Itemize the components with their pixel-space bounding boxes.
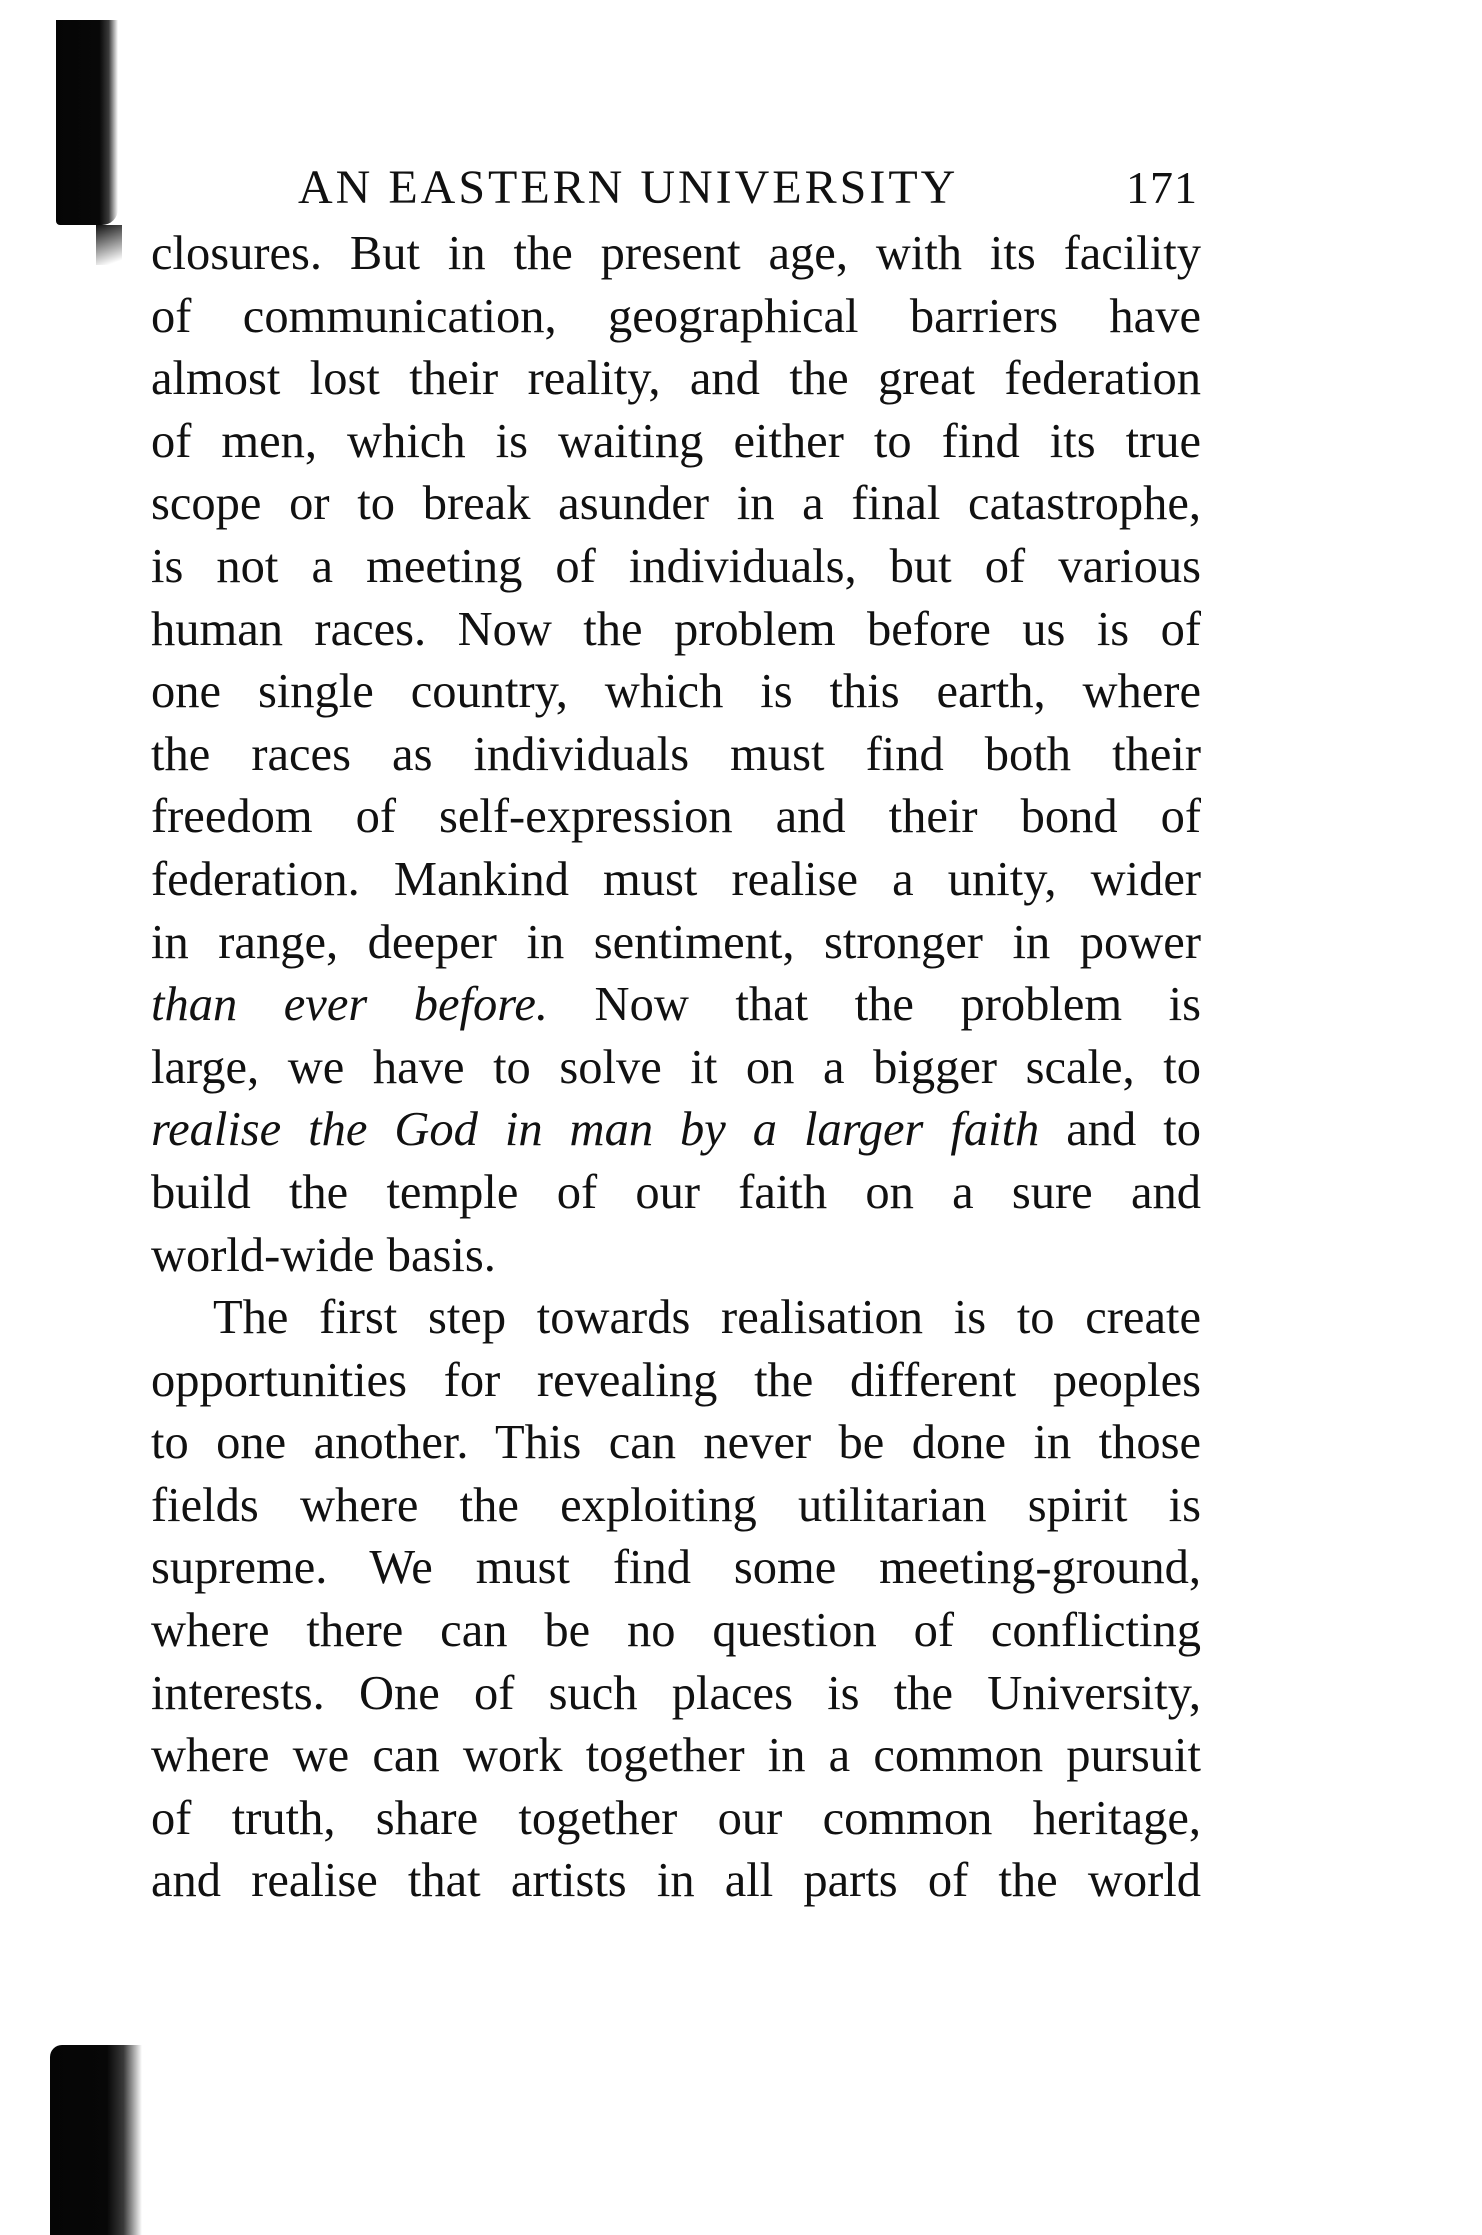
text-line: large, we have to solve it on a bigger scale, to [151,1040,1201,1094]
running-title: AN EASTERN UNIVERSITY [298,161,959,214]
text-line [151,1099,1201,1162]
paragraph-2 [151,1287,1201,1913]
text-line: fields where the exploiting utilitarian spirit is [151,1478,1201,1532]
text-line: of truth, share together our common heritage, [151,1791,1201,1845]
text-line: opportunities for revealing the different peoples [151,1353,1201,1407]
text-line: freedom of self-expression and their bond of [151,790,1201,844]
text-line: the races as individuals must find both their [151,727,1201,781]
text-line: to one another. This can never be done in those [151,1416,1201,1470]
italic-phrase: realise the God in man by a larger faith [151,1103,1040,1157]
text-line: almost lost their reality, and the great federation [151,352,1201,406]
binding-shadow-bottom [50,2045,142,2235]
paragraph-1 [151,223,1201,1287]
text-line: world-wide basis. [151,1228,496,1282]
body-text [151,223,1201,1913]
text-line: where we can work together in a common pursuit [151,1729,1201,1783]
page-number: 171 [1126,162,1198,213]
text-line: is not a meeting of individuals, but of various [151,539,1201,593]
line-remainder: and to [1066,1103,1201,1157]
text-line: and realise that artists in all parts of the world [151,1854,1201,1908]
italic-phrase: than ever before. [151,978,548,1032]
text-line: of men, which is waiting either to find its true [151,414,1201,468]
text-line [151,974,1201,1037]
text-line: scope or to break asunder in a final catastrophe, [151,477,1201,531]
text-line: of communication, geographical barriers have [151,289,1201,343]
text-line: human races. Now the problem before us is of [151,602,1201,656]
text-line: closures. But in the present age, with its facility [151,227,1201,280]
binding-shadow-top-tail [96,225,122,265]
text-line: The first step towards realisation is to create [213,1291,1201,1345]
text-line: in range, deeper in sentiment, stronger in power [151,915,1201,969]
text-line: supreme. We must find some meeting-ground, [151,1541,1201,1595]
text-line: interests. One of such places is the University, [151,1666,1201,1720]
text-line: one single country, which is this earth, where [151,665,1201,719]
text-line: federation. Mankind must realise a unity, wider [151,852,1201,906]
binding-shadow-top [56,20,118,225]
line-remainder: Now that the problem is [594,978,1201,1032]
text-line: build the temple of our faith on a sure and [151,1165,1201,1219]
text-line: where there can be no question of conflicting [151,1604,1201,1658]
running-head [298,160,1198,216]
